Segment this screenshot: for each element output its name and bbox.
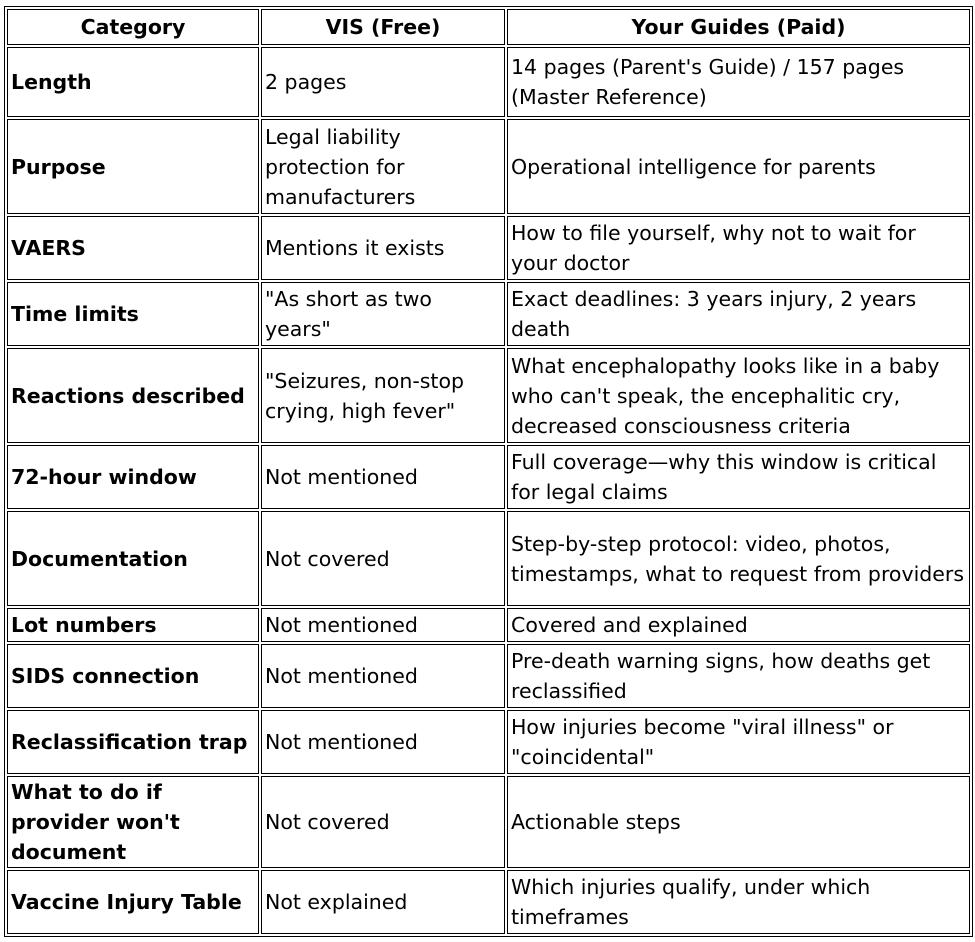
table-header-row: [7, 9, 970, 45]
vis-cell: Mentions it exists: [261, 216, 505, 280]
category-cell: Time limits: [7, 282, 259, 346]
category-cell: Reclassification trap: [7, 710, 259, 774]
guides-cell: Pre-death warning signs, how deaths get reclassified: [507, 644, 970, 708]
vis-cell: 2 pages: [261, 47, 505, 117]
category-cell: VAERS: [7, 216, 259, 280]
comparison-table: [4, 6, 973, 937]
category-cell: 72-hour window: [7, 445, 259, 509]
category-cell: Reactions described: [7, 348, 259, 443]
guides-cell: Exact deadlines: 3 years injury, 2 years death: [507, 282, 970, 346]
guides-cell: Step-by-step protocol: video, photos, timestamps, what to request from providers: [507, 511, 970, 606]
category-cell: What to do if provider won't document: [7, 776, 259, 868]
table-row: [7, 511, 970, 606]
category-cell: Length: [7, 47, 259, 117]
vis-cell: Not mentioned: [261, 608, 505, 642]
guides-cell: Covered and explained: [507, 608, 970, 642]
column-header-guides: Your Guides (Paid): [507, 9, 970, 45]
table-row: [7, 644, 970, 708]
guides-cell: Operational intelligence for parents: [507, 119, 970, 214]
vis-cell: Not covered: [261, 776, 505, 868]
guides-cell: How injuries become "viral illness" or "coincidental": [507, 710, 970, 774]
table-row: [7, 282, 970, 346]
category-cell: Purpose: [7, 119, 259, 214]
category-cell: Documentation: [7, 511, 259, 606]
vis-cell: Not covered: [261, 511, 505, 606]
table-row: [7, 710, 970, 774]
vis-cell: Not mentioned: [261, 644, 505, 708]
guides-cell: How to file yourself, why not to wait for your doctor: [507, 216, 970, 280]
vis-cell: Not mentioned: [261, 445, 505, 509]
column-header-vis: VIS (Free): [261, 9, 505, 45]
table-row: [7, 870, 970, 934]
table-row: [7, 348, 970, 443]
category-cell: Vaccine Injury Table: [7, 870, 259, 934]
table-row: [7, 119, 970, 214]
column-header-category: Category: [7, 9, 259, 45]
table-row: [7, 608, 970, 642]
table-row: [7, 445, 970, 509]
vis-cell: Not mentioned: [261, 710, 505, 774]
vis-cell: Not explained: [261, 870, 505, 934]
vis-cell: Legal liability protection for manufacturers: [261, 119, 505, 214]
category-cell: SIDS connection: [7, 644, 259, 708]
category-cell: Lot numbers: [7, 608, 259, 642]
guides-cell: 14 pages (Parent's Guide) / 157 pages (Master Reference): [507, 47, 970, 117]
guides-cell: What encephalopathy looks like in a baby who can't speak, the encephalitic cry, decreased consciousness criteria: [507, 348, 970, 443]
table-row: [7, 216, 970, 280]
guides-cell: Which injuries qualify, under which timeframes: [507, 870, 970, 934]
vis-cell: "Seizures, non-stop crying, high fever": [261, 348, 505, 443]
guides-cell: Full coverage—why this window is critical for legal claims: [507, 445, 970, 509]
table-row: [7, 47, 970, 117]
table-row: [7, 776, 970, 868]
vis-cell: "As short as two years": [261, 282, 505, 346]
guides-cell: Actionable steps: [507, 776, 970, 868]
